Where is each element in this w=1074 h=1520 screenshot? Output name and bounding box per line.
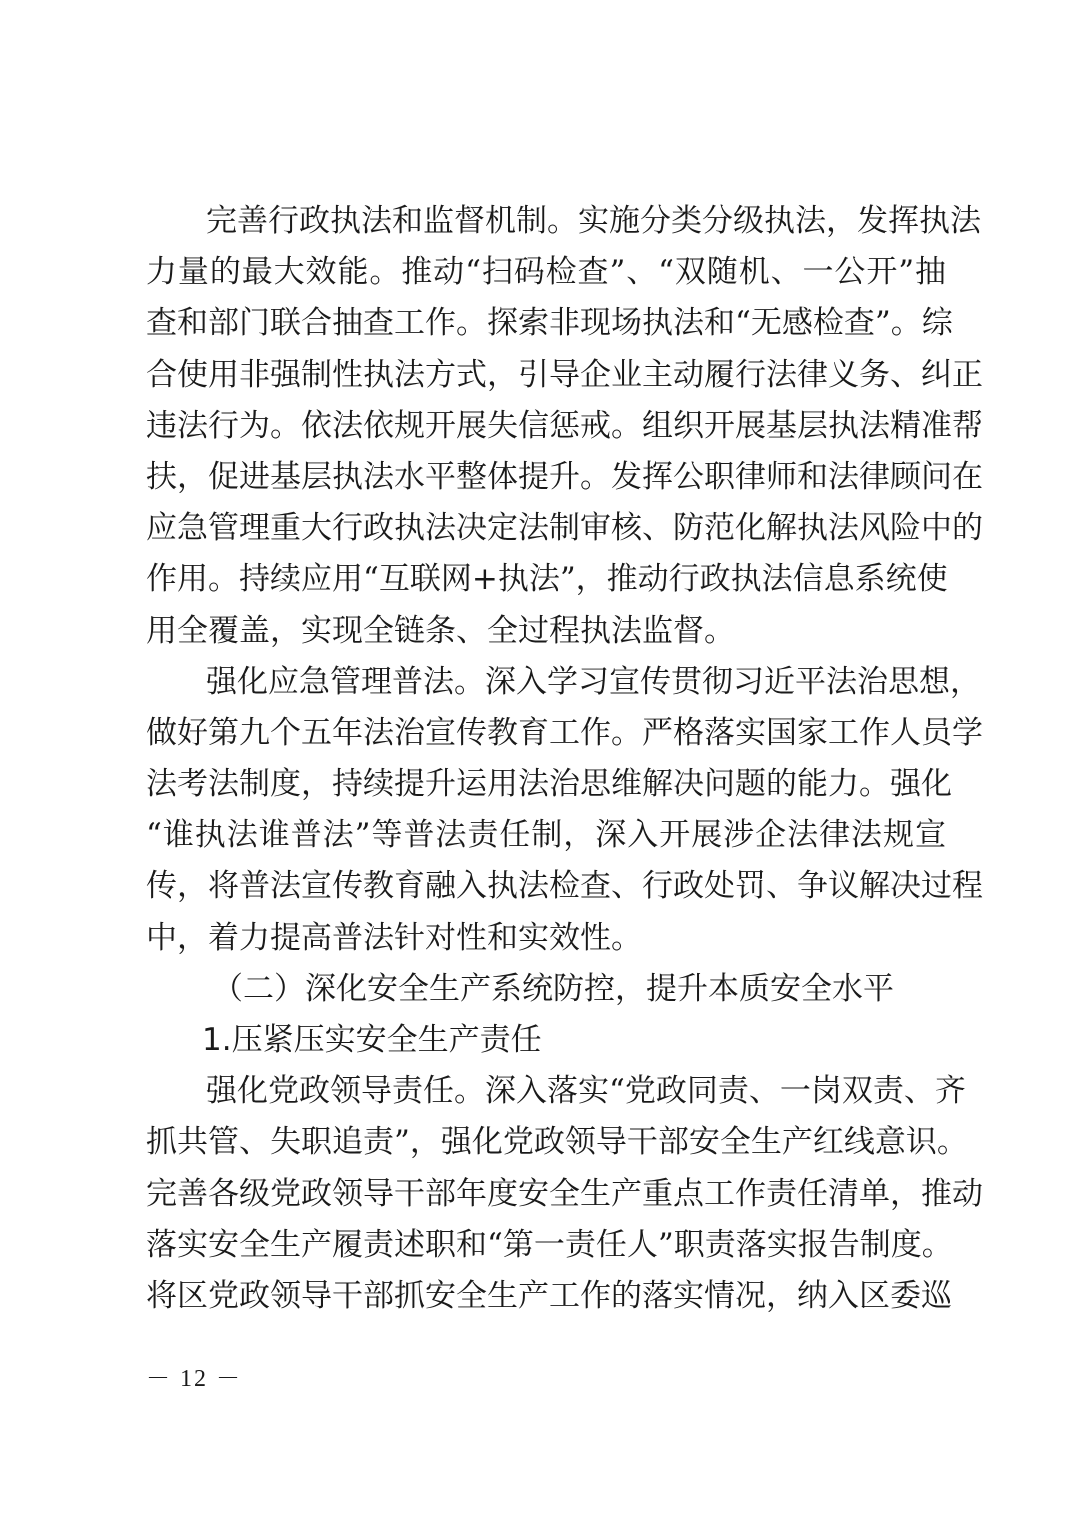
paragraph-line: 用全覆盖，实现全链条、全过程执法监督。 (146, 612, 735, 649)
paragraph-line: 做好第九个五年法治宣传教育工作。严格落实国家工作人员学 (146, 714, 983, 751)
paragraph-line: 抓共管、失职追责”，强化党政领导干部安全生产红线意识。 (146, 1124, 968, 1161)
document-body (146, 196, 983, 1322)
paragraph-line: 强化应急管理普法。深入学习宣传贯彻习近平法治思想， (206, 663, 981, 700)
paragraph-line: 作用。持续应用“互联网+执法”，推动行政执法信息系统使 (146, 561, 948, 598)
paragraph-line: “谁执法谁普法”等普法责任制，深入开展涉企法律法规宣 (146, 817, 946, 854)
paragraph-line: 传，将普法宣传教育融入执法检查、行政处罚、争议解决过程 (146, 868, 983, 905)
paragraph-line: 合使用非强制性执法方式，引导企业主动履行法律义务、纠正 (146, 356, 983, 393)
paragraph-line: 强化党政领导责任。深入落实“党政同责、一岗双责、齐 (206, 1073, 966, 1110)
paragraph-line: 完善行政执法和监督机制。实施分类分级执法，发挥执法 (206, 203, 981, 239)
paragraph-line: 法考法制度，持续提升运用法治思维解决问题的能力。强化 (146, 766, 952, 803)
section-heading: （二）深化安全生产系统防控，提升本质安全水平 (212, 970, 894, 1007)
paragraph-line: 查和部门联合抽查工作。探索非现场执法和“无感检查”。综 (146, 305, 953, 342)
paragraph-line: 完善各级党政领导干部年度安全生产重点工作责任清单，推动 (146, 1175, 983, 1212)
page-number: － 12 － (146, 1366, 242, 1392)
paragraph-line: 力量的最大效能。推动“扫码检查”、“双随机、一公开”抽 (146, 254, 946, 291)
paragraph-line: 违法行为。依法依规开展失信惩戒。组织开展基层执法精准帮 (146, 407, 983, 444)
paragraph-line: 扶，促进基层执法水平整体提升。发挥公职律师和法律顾问在 (146, 458, 983, 495)
subsection-heading: 1.压紧压实安全生产责任 (202, 1022, 542, 1058)
paragraph-line: 应急管理重大行政执法决定法制审核、防范化解执法风险中的 (146, 510, 983, 547)
paragraph-line: 将区党政领导干部抓安全生产工作的落实情况，纳入区委巡 (146, 1277, 952, 1314)
paragraph-line: 落实安全生产履责述职和“第一责任人”职责落实报告制度。 (146, 1226, 953, 1263)
paragraph-line: 中，着力提高普法针对性和实效性。 (146, 919, 642, 956)
